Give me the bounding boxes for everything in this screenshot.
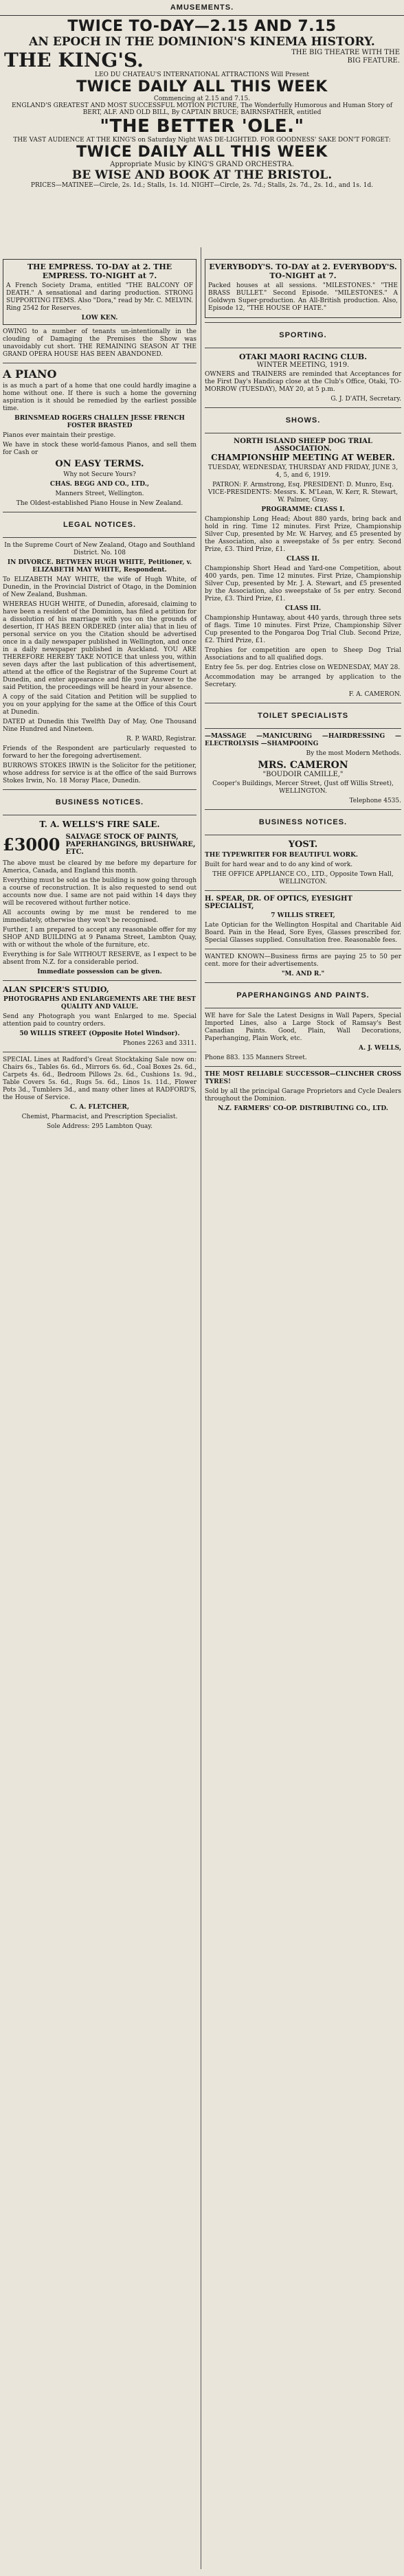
everybodys-body: Packed houses at all sessions. "MILESTONES." "THE BRASS BULLET." Second Episode. "MILESTONES." A Goldwyn Super-production. An All-British production. Also, Episode 12, "THE HOUSE OF HATE." xyxy=(208,282,398,312)
empress-tag: LOW KEN. xyxy=(81,315,118,321)
sheep-champ: CHAMPIONSHIP MEETING AT WEBER. xyxy=(211,453,395,462)
sheep-trophy: Trophies for competition are open to Sheep Dog Trial Associations and to all qualified dogs. xyxy=(205,647,401,662)
sheep-sign: F. A. CAMERON. xyxy=(348,691,401,698)
piano-best: We have in stock these world-famous Pianos, and sell them for Cash or xyxy=(3,442,197,456)
kings-music: Appropriate Music by KING'S GRAND ORCHESTRA. xyxy=(110,161,294,168)
piano-body: is as much a part of a home that one could hardly imagine a home without one. If there is such a home the governing aspiration is it should be remedied by the earliest possible time. xyxy=(3,383,197,412)
fire-body4: Further, I am prepared to accept any reasonable offer for my SHOP AND BUILDING at 9 Panama Street, Lambton Quay, with or without the whole of the furniture, etc. xyxy=(3,927,197,949)
everybodys-title: EVERYBODY'S. TO-DAY at 2. EVERYBODY'S. TO-NIGHT at 7. xyxy=(209,262,397,280)
radford-name: C. A. FLETCHER, xyxy=(70,1104,129,1111)
piano-why: Why not Secure Yours? xyxy=(63,471,136,478)
spicer-address: 50 WILLIS STREET (Opposite Hotel Windsor). xyxy=(19,1030,180,1037)
tyres-body: Sold by all the principal Garage Proprietors and Cycle Dealers throughout the Dominion. xyxy=(205,1088,401,1103)
toilet-advert xyxy=(205,733,401,805)
empress-body: A French Society Drama, entitled "THE BALCONY OF DEATH." A sensational and daring production. STRONG SUPPORTING ITEMS. Also "Dora," read by Mr. C. MELVIN. Ring 2542 for Reserves. xyxy=(6,282,193,312)
sheep-program: PROGRAMME: CLASS I. xyxy=(261,506,345,513)
kings-line1: TWICE TO-DAY—2.15 AND 7.15 xyxy=(67,18,337,35)
empress-title: THE EMPRESS. TO-DAY at 2. THE EMPRESS. TO-NIGHT at 7. xyxy=(27,262,172,280)
yost-advert xyxy=(205,839,401,886)
paper-advert xyxy=(205,1013,401,1062)
spear-addr: 7 WILLIS STREET, xyxy=(271,912,335,919)
piano-company: CHAS. BEGG AND CO., LTD., xyxy=(49,481,150,488)
otaki-body: OWNERS and TRAINERS are reminded that Acceptances for the First Day's Handicap close at the Club's Office, Otaki, TO-MORROW (TUESDAY), MAY 20, at 5 p.m. xyxy=(205,371,401,393)
fire-desc: SALVAGE STOCK OF PAINTS, PAPERHANGINGS, BRUSHWARE, ETC. xyxy=(65,833,196,856)
kings-twice2: TWICE DAILY ALL THIS WEEK xyxy=(76,144,328,161)
radford-body: SPECIAL Lines at Radford's Great Stocktaking Sale now on: Chairs 6s., Tables 6s. 6d., Mirrors 6s. 6d., Coal Boxes 2s. 6d., Carpets 4s. 6d., Bedroom Pillows 2s. 6d., Cushions 1s. 9d., Table Covers 5s. 6d., Rugs 5s. 6d., Linos 1s. 11d., Flower Pots 3d., Tumblers 3d., and many other lines at RADFORD'S, the House of Service. xyxy=(3,1057,197,1101)
spicer-body: PHOTOGRAPHS AND ENLARGEMENTS ARE THE BEST QUALITY AND VALUE. xyxy=(3,996,196,1010)
sheep-c1: Championship Long Head; About 880 yards, bring back and hold in ring. Time 12 minutes. First Prize, Championship Silver Cup, presented by Mr. W. Harvey, and £5 presented by the Association, also a sweepstake of 5s per entry. Second Prize, £3. Third Prize, £1. xyxy=(205,516,401,553)
business-heading-left: BUSINESS NOTICES. xyxy=(55,798,144,806)
business-heading-right: BUSINESS NOTICES. xyxy=(258,818,348,826)
sporting-heading: SPORTING. xyxy=(279,331,327,339)
paper-phone: Phone 883. 135 Manners Street. xyxy=(205,1054,307,1061)
wanted-advert xyxy=(205,953,401,978)
toilet-tel: Telephone 4535. xyxy=(349,798,401,804)
otaki-sign: G. J. D'ATH, Secretary. xyxy=(330,396,401,403)
yost-tag: THE TYPEWRITER FOR BEAUTIFUL WORK. xyxy=(205,852,359,859)
piano-advert xyxy=(3,368,197,508)
spear-advert xyxy=(205,895,401,945)
paper-name: A. J. WELLS, xyxy=(358,1045,401,1052)
sheep-accom: Accommodation may be arranged by application to the Secretary. xyxy=(205,674,401,688)
kings-title: THE KING'S. xyxy=(4,49,144,71)
kings-advert xyxy=(0,16,404,189)
otaki-title: OTAKI MAORI RACING CLUB. xyxy=(238,352,368,361)
radford-sole: Sole Address: 295 Lambton Quay. xyxy=(46,1123,153,1130)
legal-to: To ELIZABETH MAY WHITE, the wife of Hugh White, of Dunedin, in the Provincial District of Otago, in the Dominion of New Zealand, Bushman. xyxy=(3,576,197,598)
legal-whereas: WHEREAS HUGH WHITE, of Dunedin, aforesaid, claiming to have been a resident of the Dominion, has filed a petition for a dissolution of his marriage with you on the grounds of desertion, IT HAS BEEN ORDERED (inter alia) that in lieu of personal service on you the Citation should be advertised once in a daily newspaper published in Wellington, and once in a daily newspaper published in Auckland. YOU ARE THEREFORE HEREBY TAKE NOTICE that unless you, within seven days after the last publication of this advertisement, attend at the office of the Registrar of the Supreme Court at Dunedin, and enter appearance and file your Answer to the said Petition, the proceedings will be heard in your absence. xyxy=(3,601,197,691)
sheep-patron: PATRON: F. Armstrong, Esq. PRESIDENT: D. Munro, Esq. VICE-PRESIDENTS: Messrs. K. M'Lean, W. Kerr, R. Stewart, W. Palmer, Gray. xyxy=(207,482,399,504)
piano-street: Manners Street, Wellington. xyxy=(55,490,144,497)
kings-line2: AN EPOCH IN THE DOMINION'S KINEMA HISTORY. xyxy=(29,35,375,49)
kings-commencing: Commencing at 2.15 and 7.15. xyxy=(153,95,251,102)
left-column xyxy=(3,256,197,1133)
sheep-title: NORTH ISLAND SHEEP DOG TRIAL ASSOCIATION. xyxy=(234,438,372,453)
legal-notice xyxy=(3,542,197,785)
piano-title: A PIANO xyxy=(3,368,57,381)
sheep-advert xyxy=(205,438,401,699)
wanted-sign: "M. AND R." xyxy=(281,971,325,978)
spear-body: Late Optician for the Wellington Hospital and Charitable Aid Board. Pain in the Head, Sore Eyes, Glasses prescribed for. Special Glasses supplied. Consultation free. Reasonable fees. xyxy=(205,922,401,944)
fire-amount: £3000 xyxy=(3,835,60,855)
spicer-title: ALAN SPICER'S STUDIO, xyxy=(3,985,109,994)
fire-body5: Everything is for Sale WITHOUT RESERVE, as I expect to be absent from N.Z. for a considerable period. xyxy=(3,951,197,966)
piano-stocks: Pianos ever maintain their prestige. xyxy=(3,432,116,439)
legal-burrows: BURROWS STOKES IRWIN is the Solicitor for the petitioner, whose address for service is at the office of the said Burrows Stokes Irwin, No. 18 Moray Place, Dunedin. xyxy=(3,762,197,784)
toilet-boudoir: "BOUDOIR CAMILLE," xyxy=(262,771,344,778)
spear-title: H. SPEAR, DR. OF OPTICS, EYESIGHT SPECIALIST, xyxy=(205,895,352,910)
otaki-advert xyxy=(205,352,401,403)
radford-advert xyxy=(3,1057,197,1131)
kings-england: ENGLAND'S GREATEST AND MOST SUCCESSFUL MOTION PICTURE, The Wonderfully Humorous and Human Story of BERT, ALF. AND OLD BILL, By CAPTAIN BRUCE; BAIRNSFATHER, entitled xyxy=(11,102,393,116)
toilet-addr: Cooper's Buildings, Mercer Street, (Just off Willis Street), WELLINGTON. xyxy=(212,780,394,795)
spicer-phone: Phones 2263 and 3311. xyxy=(122,1040,197,1047)
fire-prompt: Immediate possession can be given. xyxy=(37,969,162,975)
fire-title: T. A. WELLS'S FIRE SALE. xyxy=(39,820,160,829)
sheep-entry: Entry fee 5s. per dog. Entries close on WEDNESDAY, MAY 28. xyxy=(205,664,401,671)
yost-built: Built for hard wear and to do any kind of work. xyxy=(205,861,353,868)
fire-body2: Everything must be sold as the building is now going through a course of reconstruction. It is also requested to send out accounts now due. I same are not paid within 14 days they will be recovered without further notice. xyxy=(3,877,197,907)
radford-chem: Chemist, Pharmacist, and Prescription Specialist. xyxy=(21,1114,178,1120)
legal-divorce: IN DIVORCE. BETWEEN HUGH WHITE, Petitioner, v. ELIZABETH MAY WHITE, Respondent. xyxy=(7,559,192,574)
right-column xyxy=(205,256,401,1115)
section-masthead: AMUSEMENTS. xyxy=(0,0,404,16)
kings-side1: THE BIG THEATRE WITH THE xyxy=(291,49,400,56)
kings-side2: BIG FEATURE. xyxy=(347,57,400,65)
tyres-advert xyxy=(205,1071,401,1113)
toilet-mrs: MRS. CAMERON xyxy=(258,760,348,771)
spicer-send: Send any Photograph you want Enlarged to me. Special attention paid to country orders. xyxy=(3,1013,197,1028)
legal-friends: Friends of the Respondent are particularly requested to forward to her the foregoing advertisement. xyxy=(3,745,197,760)
paper-heading: PAPERHANGINGS AND PAINTS. xyxy=(236,991,370,999)
piano-terms: ON EASY TERMS. xyxy=(55,459,144,469)
empress-advert xyxy=(3,259,197,325)
tyres-title: THE MOST RELIABLE SUCCESSOR—CLINCHER CROSS TYRES! xyxy=(205,1071,401,1085)
kings-wise: BE WISE AND BOOK AT THE BRISTOL. xyxy=(71,168,333,182)
fire-sale-advert xyxy=(3,820,197,976)
kings-better: "THE BETTER 'OLE." xyxy=(100,116,304,137)
sheep-c2: Championship Short Head and Yard-one Competition, about 400 yards, pen. Time 12 minutes. First Prize, Championship Silver Cup, presented by Mr. J. A. Stewart, and £5 presented by the Association, also sweepstake of 5s per entry. Second Prize, £3. Third Prize, £1. xyxy=(205,565,401,602)
kings-prices: PRICES—MATINEE—Circle, 2s. 1d.; Stalls, 1s. 1d. NIGHT—Circle, 2s. 7d.; Stalls, 2s. 7d., 2s. 1d., and 1s. 1d. xyxy=(30,182,374,189)
toilet-means: By the most Modern Methods. xyxy=(306,750,401,757)
spicer-advert xyxy=(3,985,197,1048)
shows-heading: SHOWS. xyxy=(285,416,321,425)
otaki-sub: WINTER MEETING, 1919. xyxy=(256,361,350,369)
kings-vast: THE VAST AUDIENCE AT THE KING'S on Saturday Night WAS DE-LIGHTED. FOR GOODNESS' SAKE DON'T FORGET: xyxy=(13,137,391,144)
tyres-sign: N.Z. FARMERS' CO-OP. DISTRIBUTING CO., LTD. xyxy=(217,1105,389,1112)
legal-registrar: R. P. WARD, Registrar. xyxy=(126,736,197,743)
owing-notice: OWING to a number of tenants un-intentionally in the clouding of Damaging the Premises the Show was unavoidably cut short. THE REMAINING SEASON AT THE GRAND OPERA HOUSE HAS BEEN ABANDONED. xyxy=(3,328,197,358)
kings-present: LEO DU CHATEAU'S INTERNATIONAL ATTRACTIONS Will Present xyxy=(95,71,309,78)
yost-office: THE OFFICE APPLIANCE CO., LTD., Opposite Town Hall, WELLINGTON. xyxy=(212,871,394,885)
fire-body1: The above must be cleared by me before my departure for America, Canada, and England this month. xyxy=(3,860,197,874)
sheep-c2head: CLASS II. xyxy=(287,556,319,563)
sheep-dates: TUESDAY, WEDNESDAY, THURSDAY AND FRIDAY, JUNE 3, 4, 5, and 6, 1919. xyxy=(207,464,399,479)
yost-title: YOST. xyxy=(288,839,318,850)
piano-brands: BRINSMEAD ROGERS CHALLEN JESSE FRENCH FOSTER BRASTED xyxy=(14,415,185,429)
legal-dated: DATED at Dunedin this Twelfth Day of May, One Thousand Nine Hundred and Nineteen. xyxy=(3,719,197,733)
legal-heading: LEGAL NOTICES. xyxy=(63,521,137,529)
wanted-title: WANTED KNOWN—Business firms are paying 25 to 50 per cent. more for their advertisements. xyxy=(205,953,401,968)
piano-oldest: The Oldest-established Piano House in New Zealand. xyxy=(16,500,183,507)
paper-body: WE have for Sale the Latest Designs in Wall Papers, Special Imported Lines, also a Large Stock of Ramsay's Best Canadian Paints. Good, Plain, Wall Decorations, Paperhanging, Plain Work, etc. xyxy=(205,1013,401,1042)
sheep-c3: Championship Huntaway, about 440 yards, through three sets of flags. Time 10 minutes. First Prize, Championship Silver Cup presented to the Pongaroa Dog Trial Club. Second Prize, £2. Third Prize, £1. xyxy=(205,615,401,644)
everybodys-advert xyxy=(205,259,401,318)
legal-court: In the Supreme Court of New Zealand, Otago and Southland District. No. 108 xyxy=(4,542,195,556)
legal-copy: A copy of the said Citation and Petition will be supplied to you on your applying for the same at the Office of this Court at Dunedin. xyxy=(3,694,197,716)
toilet-list: —MASSAGE —MANICURING —HAIRDRESSING —ELECTROLYSIS —SHAMPOOING xyxy=(205,733,401,747)
toilet-heading: TOILET SPECIALISTS xyxy=(257,712,349,720)
kings-twice1: TWICE DAILY ALL THIS WEEK xyxy=(76,78,328,95)
fire-body3: All accounts owing by me must be rendered to me immediately, otherwise they won't be recognised. xyxy=(3,909,197,924)
sheep-c3head: CLASS III. xyxy=(284,605,322,612)
